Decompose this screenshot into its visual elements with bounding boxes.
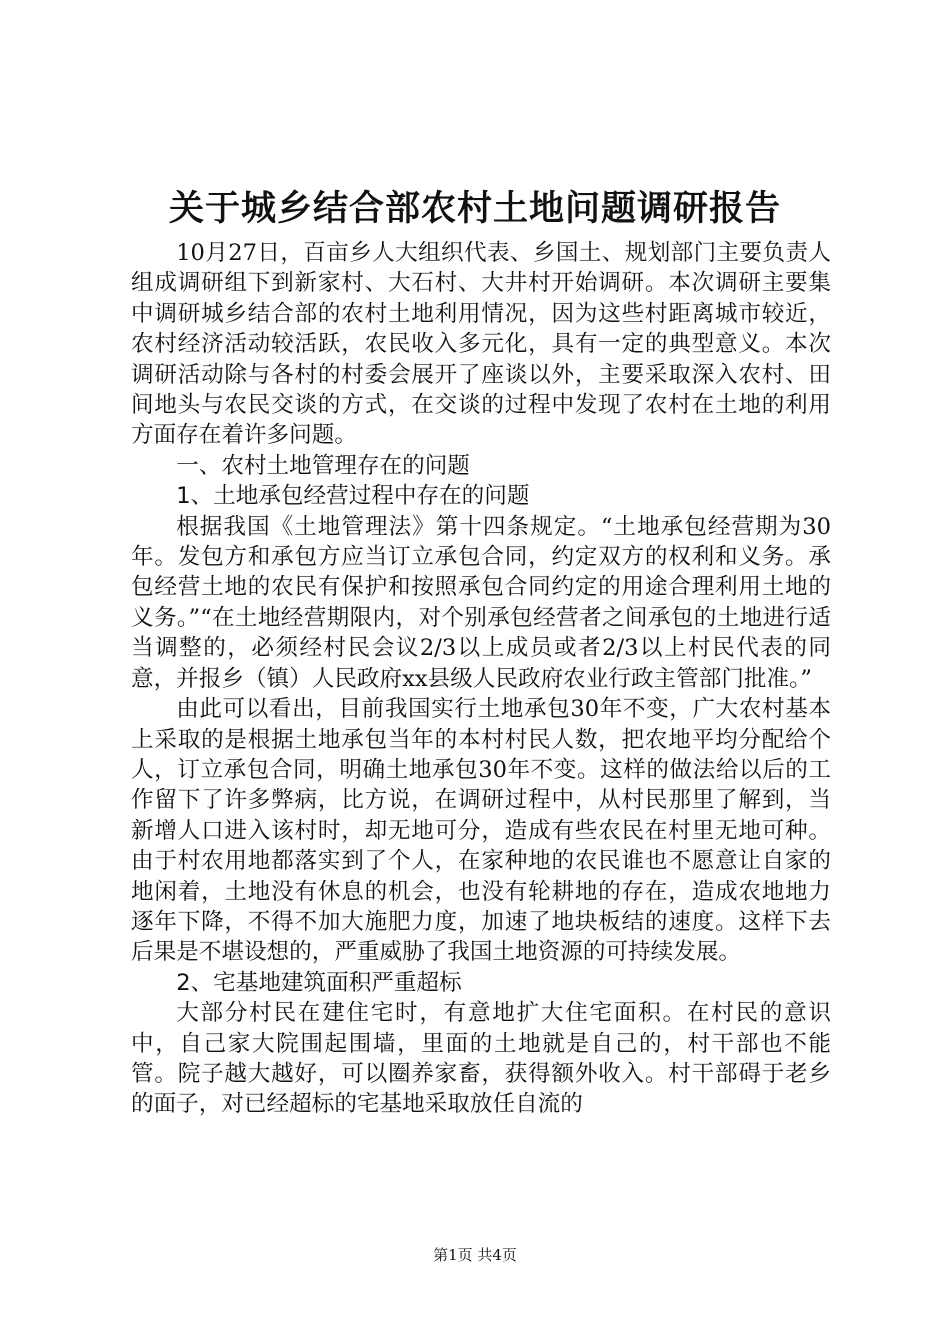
paragraph-intro: 10月27日，百亩乡人大组织代表、乡国土、规划部门主要负责人组成调研组下到新家村、大石村、大井村开始调研。本次调研主要集中调研城乡结合部的农村土地利用情况，因为这些村距离城市较近，农村经济活动较活跃，农民收入多元化，具有一定的典型意义。本次调研活动除与各村的村委会展开了座谈以外，主要采取深入农村、田间地头与农民交谈的方式，在交谈的过程中发现了农村在土地的利用方面存在着许多问题。 xyxy=(131,240,831,449)
subsection-heading-contract: 1、土地承包经营过程中存在的问题 xyxy=(176,483,530,510)
paragraph-land-law: 根据我国《土地管理法》第十四条规定。“土地承包经营期为30年。发包方和承包方应当订立承包合同，约定双方的权利和义务。承包经营土地的农民有保护和按照承包合同约定的用途合理利用土地的义务。”“在土地经营期限内，对个别承包经营者之间承包的土地进行适当调整的，必须经村民会议2/3以上成员或者2/3以上村民代表的同意，并报乡（镇）人民政府xx县级人民政府农业行政主管部门批准。” xyxy=(131,513,831,692)
subsection-heading-homestead: 2、宅基地建筑面积严重超标 xyxy=(176,969,462,996)
document-title: 关于城乡结合部农村土地问题调研报告 xyxy=(168,189,781,229)
paragraph-homestead: 大部分村民在建住宅时，有意地扩大住宅面积。在村民的意识中，自己家大院围起围墙，里面的土地就是自己的，村干部也不能管。院子越大越好，可以圈养家畜，获得额外收入。村干部碍于老乡的面子，对已经超标的宅基地采取放任自流的 xyxy=(131,1000,831,1118)
paragraph-analysis: 由此可以看出，目前我国实行土地承包30年不变，广大农村基本上采取的是根据土地承包当年的本村村民人数，把农地平均分配给个人，订立承包合同，明确土地承包30年不变。这样的做法给以后的工作留下了许多弊病，比方说，在调研过程中，从村民那里了解到，当新增人口进入该村时，却无地可分，造成有些农民在村里无地可种。由于村农用地都落实到了个人，在家种地的农民谁也不愿意让自家的地闲着，土地没有休息的机会，也没有轮耕地的存在，造成农地地力逐年下降，不得不加大施肥力度，加速了地块板结的速度。这样下去后果是不堪设想的，严重威胁了我国土地资源的可持续发展。 xyxy=(131,696,831,966)
page-number-footer: 第1页 共4页 xyxy=(433,1246,517,1264)
document-body xyxy=(131,238,831,1120)
section-heading-problems: 一、农村土地管理存在的问题 xyxy=(176,452,470,479)
